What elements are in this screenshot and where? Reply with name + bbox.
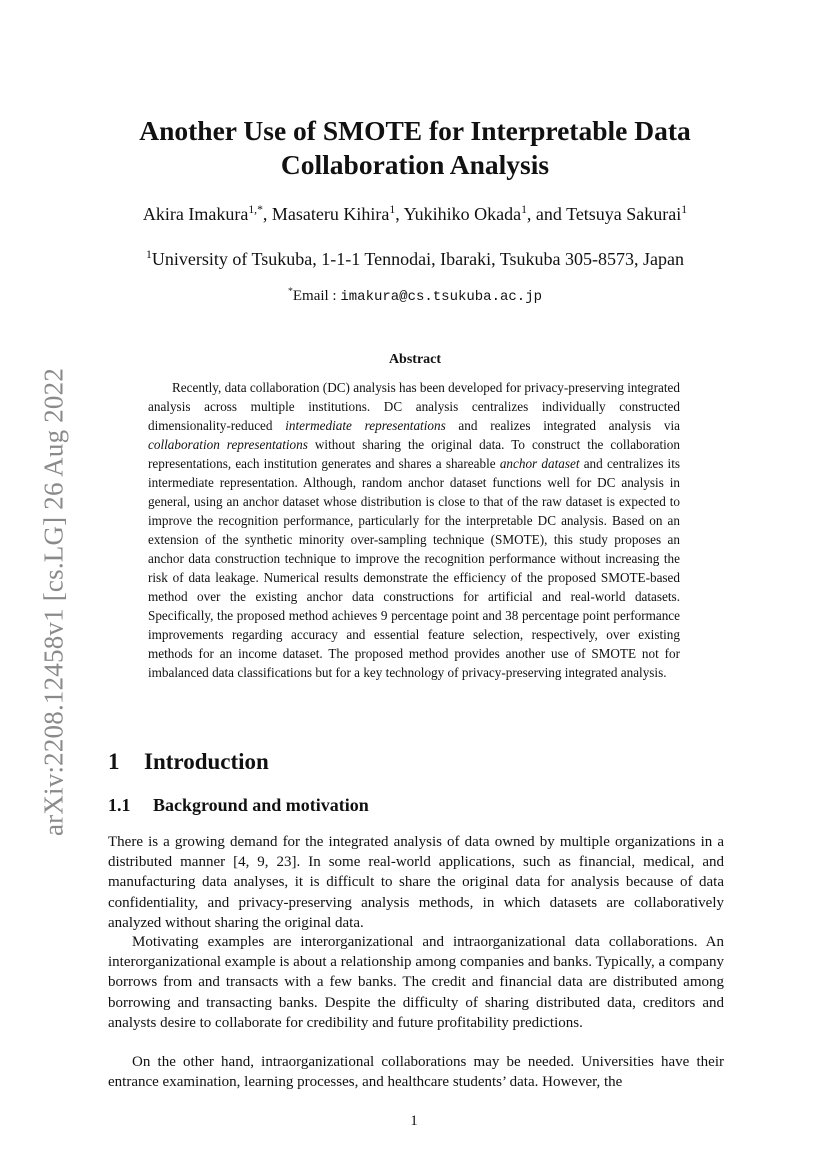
subsection-title: Background and motivation (153, 795, 369, 815)
section-title: Introduction (144, 749, 269, 774)
author-affiliation-mark: 1 (389, 203, 396, 216)
affiliation-mark: 1 (146, 248, 152, 261)
author-name: Masateru Kihira (271, 204, 390, 224)
email-label: Email : (292, 288, 341, 304)
abstract-body (148, 378, 680, 682)
arxiv-sidebar-stamp (40, 357, 68, 847)
author-name: Yukihiko Okada (403, 204, 522, 224)
author-affiliation-mark: 1 (681, 203, 688, 216)
author-list (90, 204, 740, 225)
abstract-text: and centralizes its intermediate representation. Although, random anchor dataset functions well for DC analysis in general, using an anchor dataset whose distribution is close to that of the raw dataset is expected to improve the recognition performance, particularly for the interpretable DC analysis. Based on an extension of the synthetic minority over-sampling technique (SMOTE), this study proposes an anchor data construction technique to improve the recognition performance without increasing the risk of data leakage. Numerical results demonstrate the efficiency of the proposed SMOTE-based method over the existing anchor data constructions for artificial and real-world datasets. Specifically, the proposed method achieves 9 percentage point and 38 percentage point performance improvements regarding accuracy and essential feature selection, respectively, over existing methods for an income dataset. The proposed method provides another use of SMOTE not for imbalanced data classifications but for a key technology of privacy-preserving integrated analysis. (148, 456, 680, 680)
author-affiliation-mark: 1 (521, 203, 527, 216)
email-mark: * (287, 286, 293, 297)
author-affiliation-mark: 1,* (248, 203, 263, 216)
affiliation (90, 249, 740, 270)
arxiv-stamp-text: arXiv:2208.12458v1 [cs.LG] 26 Aug 2022 (38, 367, 69, 837)
section-heading (108, 749, 269, 775)
body-paragraph: On the other hand, intraorganizational collaborations may be needed. Universities have their entrance examination, learning processes, and healthcare students’ data. However, the (108, 1054, 724, 1091)
paper-title: Another Use of SMOTE for Interpretable Data Collaboration Analysis (139, 115, 691, 180)
body-paragraph: There is a growing demand for the integrated analysis of data owned by multiple organizations in a distributed manner [4, 9, 23]. In some real-world applications, such as financial, medical, and manufacturing data analyses, it is difficult to share the original data for analysis because of data confidentiality, and privacy-preserving analysis methods, in which datasets are collaboratively analyzed without sharing the original data. (108, 834, 724, 931)
abstract-heading: Abstract (388, 352, 442, 367)
author-separator: , and (526, 204, 567, 224)
author-name: Tetsuya Sakurai (566, 204, 682, 224)
page-number: 1 (410, 1113, 418, 1129)
subsection-number: 1.1 (108, 795, 131, 815)
author-separator: , (395, 204, 404, 224)
email-address: imakura@cs.tsukuba.ac.jp (340, 289, 542, 305)
abstract-emphasis: anchor dataset (499, 456, 580, 471)
affiliation-text: University of Tsukuba, 1-1-1 Tennodai, Ibaraki, Tsukuba 305-8573, Japan (151, 249, 684, 269)
abstract-text: Recently, data collaboration (DC) analysis has been developed for privacy-preserving integrated analysis across multiple institutions. DC analysis centralizes individually constructed dimensionality-reduced (148, 380, 680, 433)
subsection-heading (108, 795, 369, 816)
section-number: 1 (108, 749, 120, 774)
author-name: Akira Imakura (142, 204, 249, 224)
body-paragraph: Motivating examples are interorganizational and intraorganizational data collaborations. An interorganizational example is about a relationship among companies and banks. Typically, a company borrows from and transacts with a few banks. The credit and financial data are distributed among borrowing and transacting banks. Despite the difficulty of sharing distributed data, creditors and analysts desire to collaborate for credibility and future profitability predictions. (108, 934, 724, 1031)
author-separator: , (262, 204, 272, 224)
abstract-emphasis: intermediate representations (285, 418, 446, 433)
abstract-emphasis: collaboration representations (148, 437, 308, 452)
abstract-text: and realizes integrated analysis via (445, 418, 680, 433)
abstract-text: without sharing the original data. To construct the collaboration representations, each institution generates and shares a shareable (148, 437, 680, 471)
contact-email (90, 288, 740, 305)
